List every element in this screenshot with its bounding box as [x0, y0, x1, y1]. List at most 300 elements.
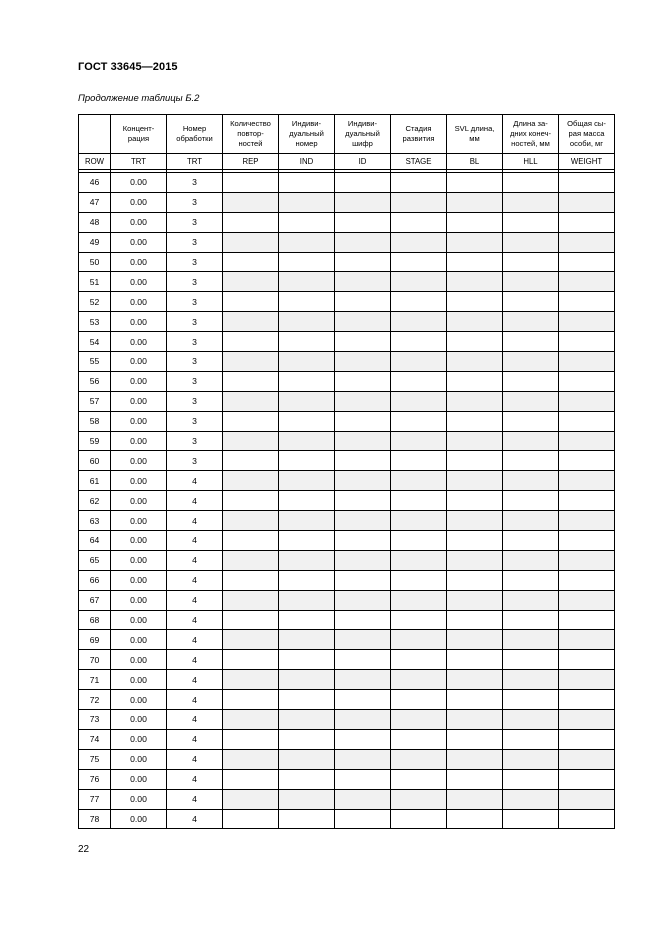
cell-empty-weight[interactable]: [559, 531, 615, 551]
table-row: [79, 511, 615, 531]
cell-empty-bl[interactable]: [447, 650, 503, 670]
cell-empty-stage[interactable]: [391, 391, 447, 411]
cell-empty-stage[interactable]: [391, 511, 447, 531]
cell-empty-id[interactable]: [335, 173, 391, 193]
cell-empty-weight[interactable]: [559, 252, 615, 272]
cell-trt: 4: [167, 809, 223, 829]
cell-empty-hll[interactable]: [503, 352, 559, 372]
cell-empty-id[interactable]: [335, 292, 391, 312]
cell-empty-hll[interactable]: [503, 570, 559, 590]
cell-empty-weight[interactable]: [559, 272, 615, 292]
cell-trt: 3: [167, 391, 223, 411]
cell-trt: 3: [167, 451, 223, 471]
cell-empty-id[interactable]: [335, 550, 391, 570]
cell-empty-stage[interactable]: [391, 332, 447, 352]
cell-empty-hll[interactable]: [503, 173, 559, 193]
cell-empty-ind[interactable]: [279, 232, 335, 252]
cell-conc: 0.00: [111, 809, 167, 829]
cell-empty-id[interactable]: [335, 212, 391, 232]
cell-empty-stage[interactable]: [391, 650, 447, 670]
cell-empty-stage[interactable]: [391, 371, 447, 391]
column-header-stage-6: Стадия развития: [391, 115, 447, 154]
cell-empty-stage[interactable]: [391, 749, 447, 769]
cell-row: 54: [79, 332, 111, 352]
cell-empty-weight[interactable]: [559, 471, 615, 491]
cell-empty-rep[interactable]: [223, 610, 279, 630]
cell-empty-hll[interactable]: [503, 272, 559, 292]
cell-trt: 3: [167, 411, 223, 431]
table-row: [79, 590, 615, 610]
column-header-bl-7: SVL длина, мм: [447, 115, 503, 154]
cell-empty-hll[interactable]: [503, 411, 559, 431]
cell-empty-id[interactable]: [335, 769, 391, 789]
cell-empty-hll[interactable]: [503, 431, 559, 451]
cell-trt: 4: [167, 749, 223, 769]
cell-empty-bl[interactable]: [447, 292, 503, 312]
cell-empty-id[interactable]: [335, 650, 391, 670]
cell-trt: 3: [167, 232, 223, 252]
cell-empty-bl[interactable]: [447, 531, 503, 551]
cell-empty-bl[interactable]: [447, 312, 503, 332]
cell-trt: 4: [167, 550, 223, 570]
cell-trt: 3: [167, 272, 223, 292]
cell-empty-bl[interactable]: [447, 471, 503, 491]
cell-empty-bl[interactable]: [447, 570, 503, 590]
cell-empty-bl[interactable]: [447, 789, 503, 809]
cell-empty-rep[interactable]: [223, 352, 279, 372]
cell-empty-weight[interactable]: [559, 749, 615, 769]
cell-empty-id[interactable]: [335, 531, 391, 551]
cell-empty-stage[interactable]: [391, 431, 447, 451]
cell-empty-ind[interactable]: [279, 252, 335, 272]
cell-empty-bl[interactable]: [447, 252, 503, 272]
cell-empty-ind[interactable]: [279, 570, 335, 590]
cell-row: 51: [79, 272, 111, 292]
cell-empty-ind[interactable]: [279, 809, 335, 829]
header-names-row: [79, 115, 615, 154]
cell-empty-stage[interactable]: [391, 352, 447, 372]
cell-empty-rep[interactable]: [223, 789, 279, 809]
column-header-trt-1: Концент- рация: [111, 115, 167, 154]
cell-row: 72: [79, 690, 111, 710]
table-body: [79, 173, 615, 829]
table-row: [79, 371, 615, 391]
cell-empty-stage[interactable]: [391, 411, 447, 431]
cell-empty-id[interactable]: [335, 630, 391, 650]
cell-empty-rep[interactable]: [223, 292, 279, 312]
cell-empty-bl[interactable]: [447, 192, 503, 212]
cell-empty-hll[interactable]: [503, 192, 559, 212]
cell-empty-bl[interactable]: [447, 332, 503, 352]
cell-empty-stage[interactable]: [391, 690, 447, 710]
cell-empty-stage[interactable]: [391, 292, 447, 312]
cell-empty-stage[interactable]: [391, 570, 447, 590]
column-code-stage-6: STAGE: [391, 154, 447, 170]
cell-empty-stage[interactable]: [391, 809, 447, 829]
cell-empty-weight[interactable]: [559, 550, 615, 570]
data-table: [78, 114, 615, 829]
cell-empty-id[interactable]: [335, 690, 391, 710]
cell-empty-hll[interactable]: [503, 451, 559, 471]
cell-empty-hll[interactable]: [503, 610, 559, 630]
cell-empty-hll[interactable]: [503, 710, 559, 730]
cell-row: 77: [79, 789, 111, 809]
cell-empty-weight[interactable]: [559, 451, 615, 471]
cell-empty-weight[interactable]: [559, 192, 615, 212]
cell-empty-rep[interactable]: [223, 769, 279, 789]
cell-empty-ind[interactable]: [279, 332, 335, 352]
cell-empty-rep[interactable]: [223, 451, 279, 471]
cell-empty-ind[interactable]: [279, 451, 335, 471]
cell-empty-bl[interactable]: [447, 511, 503, 531]
cell-empty-stage[interactable]: [391, 491, 447, 511]
cell-empty-id[interactable]: [335, 610, 391, 630]
cell-empty-rep[interactable]: [223, 371, 279, 391]
cell-empty-hll[interactable]: [503, 690, 559, 710]
cell-empty-hll[interactable]: [503, 809, 559, 829]
cell-row: 61: [79, 471, 111, 491]
cell-empty-ind[interactable]: [279, 710, 335, 730]
cell-empty-ind[interactable]: [279, 312, 335, 332]
cell-empty-id[interactable]: [335, 570, 391, 590]
cell-empty-bl[interactable]: [447, 729, 503, 749]
cell-empty-stage[interactable]: [391, 630, 447, 650]
cell-empty-rep[interactable]: [223, 232, 279, 252]
cell-empty-id[interactable]: [335, 789, 391, 809]
cell-empty-hll[interactable]: [503, 491, 559, 511]
cell-empty-rep[interactable]: [223, 710, 279, 730]
cell-row: 48: [79, 212, 111, 232]
cell-empty-rep[interactable]: [223, 312, 279, 332]
cell-row: 64: [79, 531, 111, 551]
cell-empty-hll[interactable]: [503, 670, 559, 690]
cell-empty-rep[interactable]: [223, 272, 279, 292]
cell-empty-stage[interactable]: [391, 471, 447, 491]
cell-row: 47: [79, 192, 111, 212]
column-header-id-5: Индиви- дуальный шифр: [335, 115, 391, 154]
cell-empty-bl[interactable]: [447, 590, 503, 610]
cell-empty-rep[interactable]: [223, 511, 279, 531]
cell-conc: 0.00: [111, 789, 167, 809]
cell-empty-rep[interactable]: [223, 173, 279, 193]
cell-empty-weight[interactable]: [559, 352, 615, 372]
cell-conc: 0.00: [111, 729, 167, 749]
cell-empty-weight[interactable]: [559, 769, 615, 789]
cell-conc: 0.00: [111, 411, 167, 431]
header-codes-row: [79, 154, 615, 170]
cell-empty-rep[interactable]: [223, 729, 279, 749]
cell-conc: 0.00: [111, 232, 167, 252]
cell-empty-id[interactable]: [335, 352, 391, 372]
cell-empty-weight[interactable]: [559, 729, 615, 749]
cell-empty-weight[interactable]: [559, 590, 615, 610]
table-row: [79, 411, 615, 431]
cell-empty-ind[interactable]: [279, 471, 335, 491]
cell-empty-id[interactable]: [335, 332, 391, 352]
cell-empty-id[interactable]: [335, 590, 391, 610]
cell-empty-rep[interactable]: [223, 391, 279, 411]
cell-empty-ind[interactable]: [279, 511, 335, 531]
table-row: [79, 232, 615, 252]
cell-empty-ind[interactable]: [279, 590, 335, 610]
cell-empty-weight[interactable]: [559, 511, 615, 531]
cell-empty-bl[interactable]: [447, 809, 503, 829]
cell-empty-id[interactable]: [335, 391, 391, 411]
cell-empty-ind[interactable]: [279, 630, 335, 650]
cell-empty-stage[interactable]: [391, 212, 447, 232]
cell-empty-weight[interactable]: [559, 292, 615, 312]
cell-empty-hll[interactable]: [503, 550, 559, 570]
column-code-trt-2: TRT: [167, 154, 223, 170]
cell-empty-id[interactable]: [335, 192, 391, 212]
cell-empty-stage[interactable]: [391, 173, 447, 193]
cell-empty-id[interactable]: [335, 272, 391, 292]
table-row: [79, 173, 615, 193]
cell-empty-hll[interactable]: [503, 371, 559, 391]
cell-empty-ind[interactable]: [279, 192, 335, 212]
column-code-weight-9: WEIGHT: [559, 154, 615, 170]
cell-empty-ind[interactable]: [279, 769, 335, 789]
cell-empty-bl[interactable]: [447, 630, 503, 650]
cell-empty-ind[interactable]: [279, 292, 335, 312]
cell-empty-stage[interactable]: [391, 789, 447, 809]
cell-empty-hll[interactable]: [503, 471, 559, 491]
cell-empty-weight[interactable]: [559, 789, 615, 809]
cell-empty-id[interactable]: [335, 451, 391, 471]
cell-empty-bl[interactable]: [447, 491, 503, 511]
cell-empty-hll[interactable]: [503, 630, 559, 650]
cell-empty-hll[interactable]: [503, 332, 559, 352]
cell-empty-ind[interactable]: [279, 391, 335, 411]
cell-row: 56: [79, 371, 111, 391]
cell-empty-id[interactable]: [335, 511, 391, 531]
table-row: [79, 809, 615, 829]
cell-empty-ind[interactable]: [279, 431, 335, 451]
cell-row: 53: [79, 312, 111, 332]
cell-empty-stage[interactable]: [391, 729, 447, 749]
cell-trt: 4: [167, 610, 223, 630]
cell-empty-id[interactable]: [335, 371, 391, 391]
cell-empty-stage[interactable]: [391, 550, 447, 570]
cell-empty-hll[interactable]: [503, 511, 559, 531]
cell-empty-bl[interactable]: [447, 690, 503, 710]
table-row: [79, 690, 615, 710]
cell-empty-hll[interactable]: [503, 769, 559, 789]
cell-empty-rep[interactable]: [223, 570, 279, 590]
cell-empty-ind[interactable]: [279, 690, 335, 710]
cell-empty-ind[interactable]: [279, 491, 335, 511]
cell-empty-ind[interactable]: [279, 550, 335, 570]
cell-empty-weight[interactable]: [559, 710, 615, 730]
cell-trt: 4: [167, 670, 223, 690]
cell-empty-weight[interactable]: [559, 630, 615, 650]
cell-empty-hll[interactable]: [503, 212, 559, 232]
cell-empty-ind[interactable]: [279, 352, 335, 372]
cell-trt: 4: [167, 471, 223, 491]
cell-empty-id[interactable]: [335, 710, 391, 730]
column-code-id-5: ID: [335, 154, 391, 170]
cell-empty-hll[interactable]: [503, 650, 559, 670]
cell-empty-ind[interactable]: [279, 749, 335, 769]
cell-empty-id[interactable]: [335, 491, 391, 511]
cell-empty-ind[interactable]: [279, 272, 335, 292]
cell-row: 59: [79, 431, 111, 451]
cell-empty-bl[interactable]: [447, 212, 503, 232]
cell-conc: 0.00: [111, 590, 167, 610]
cell-trt: 3: [167, 352, 223, 372]
cell-empty-weight[interactable]: [559, 391, 615, 411]
cell-empty-rep[interactable]: [223, 252, 279, 272]
cell-conc: 0.00: [111, 431, 167, 451]
cell-empty-stage[interactable]: [391, 769, 447, 789]
cell-empty-weight[interactable]: [559, 670, 615, 690]
cell-trt: 3: [167, 431, 223, 451]
cell-empty-stage[interactable]: [391, 670, 447, 690]
cell-trt: 3: [167, 312, 223, 332]
cell-empty-rep[interactable]: [223, 670, 279, 690]
cell-empty-stage[interactable]: [391, 451, 447, 471]
cell-empty-rep[interactable]: [223, 630, 279, 650]
cell-empty-bl[interactable]: [447, 610, 503, 630]
cell-empty-ind[interactable]: [279, 670, 335, 690]
cell-empty-bl[interactable]: [447, 451, 503, 471]
cell-empty-id[interactable]: [335, 749, 391, 769]
cell-empty-rep[interactable]: [223, 192, 279, 212]
cell-empty-bl[interactable]: [447, 391, 503, 411]
cell-conc: 0.00: [111, 173, 167, 193]
cell-empty-bl[interactable]: [447, 232, 503, 252]
cell-empty-hll[interactable]: [503, 749, 559, 769]
cell-empty-bl[interactable]: [447, 749, 503, 769]
cell-empty-hll[interactable]: [503, 789, 559, 809]
cell-empty-bl[interactable]: [447, 411, 503, 431]
cell-trt: 4: [167, 531, 223, 551]
cell-empty-rep[interactable]: [223, 491, 279, 511]
cell-empty-id[interactable]: [335, 670, 391, 690]
cell-empty-weight[interactable]: [559, 809, 615, 829]
cell-empty-ind[interactable]: [279, 610, 335, 630]
cell-empty-bl[interactable]: [447, 272, 503, 292]
cell-empty-bl[interactable]: [447, 769, 503, 789]
cell-empty-hll[interactable]: [503, 391, 559, 411]
table-caption: Продолжение таблицы Б.2: [78, 93, 200, 104]
cell-empty-rep[interactable]: [223, 431, 279, 451]
cell-empty-bl[interactable]: [447, 173, 503, 193]
cell-conc: 0.00: [111, 312, 167, 332]
cell-empty-id[interactable]: [335, 471, 391, 491]
cell-empty-rep[interactable]: [223, 411, 279, 431]
cell-empty-weight[interactable]: [559, 173, 615, 193]
cell-empty-rep[interactable]: [223, 749, 279, 769]
column-header-weight-9: Общая сы- рая масса особи, мг: [559, 115, 615, 154]
cell-conc: 0.00: [111, 511, 167, 531]
cell-empty-ind[interactable]: [279, 729, 335, 749]
cell-empty-stage[interactable]: [391, 531, 447, 551]
cell-empty-weight[interactable]: [559, 371, 615, 391]
cell-empty-weight[interactable]: [559, 332, 615, 352]
cell-empty-ind[interactable]: [279, 411, 335, 431]
cell-empty-id[interactable]: [335, 232, 391, 252]
cell-empty-rep[interactable]: [223, 550, 279, 570]
column-code-trt-1: TRT: [111, 154, 167, 170]
cell-empty-ind[interactable]: [279, 531, 335, 551]
cell-empty-ind[interactable]: [279, 173, 335, 193]
cell-empty-weight[interactable]: [559, 491, 615, 511]
cell-empty-id[interactable]: [335, 252, 391, 272]
cell-empty-weight[interactable]: [559, 690, 615, 710]
cell-trt: 4: [167, 769, 223, 789]
cell-empty-id[interactable]: [335, 809, 391, 829]
cell-empty-rep[interactable]: [223, 650, 279, 670]
cell-empty-rep[interactable]: [223, 809, 279, 829]
cell-empty-bl[interactable]: [447, 710, 503, 730]
table-row: [79, 332, 615, 352]
cell-empty-rep[interactable]: [223, 590, 279, 610]
cell-empty-rep[interactable]: [223, 332, 279, 352]
cell-empty-id[interactable]: [335, 431, 391, 451]
cell-empty-hll[interactable]: [503, 531, 559, 551]
cell-empty-weight[interactable]: [559, 570, 615, 590]
cell-row: 50: [79, 252, 111, 272]
cell-empty-ind[interactable]: [279, 371, 335, 391]
cell-empty-hll[interactable]: [503, 590, 559, 610]
cell-empty-bl[interactable]: [447, 550, 503, 570]
cell-empty-hll[interactable]: [503, 729, 559, 749]
cell-empty-ind[interactable]: [279, 212, 335, 232]
cell-empty-rep[interactable]: [223, 690, 279, 710]
cell-empty-bl[interactable]: [447, 352, 503, 372]
cell-empty-id[interactable]: [335, 312, 391, 332]
cell-empty-stage[interactable]: [391, 252, 447, 272]
cell-empty-ind[interactable]: [279, 650, 335, 670]
cell-row: 57: [79, 391, 111, 411]
cell-empty-id[interactable]: [335, 411, 391, 431]
cell-empty-stage[interactable]: [391, 312, 447, 332]
cell-empty-weight[interactable]: [559, 411, 615, 431]
cell-empty-ind[interactable]: [279, 789, 335, 809]
cell-empty-hll[interactable]: [503, 312, 559, 332]
cell-empty-weight[interactable]: [559, 431, 615, 451]
cell-empty-weight[interactable]: [559, 212, 615, 232]
cell-empty-weight[interactable]: [559, 232, 615, 252]
cell-empty-id[interactable]: [335, 729, 391, 749]
cell-conc: 0.00: [111, 371, 167, 391]
cell-empty-stage[interactable]: [391, 590, 447, 610]
cell-empty-weight[interactable]: [559, 312, 615, 332]
table-row: [79, 471, 615, 491]
cell-trt: 3: [167, 292, 223, 312]
cell-empty-stage[interactable]: [391, 610, 447, 630]
cell-empty-weight[interactable]: [559, 650, 615, 670]
cell-empty-bl[interactable]: [447, 371, 503, 391]
cell-empty-bl[interactable]: [447, 431, 503, 451]
cell-empty-stage[interactable]: [391, 232, 447, 252]
table-row: [79, 769, 615, 789]
cell-empty-rep[interactable]: [223, 212, 279, 232]
page-number: 22: [78, 844, 90, 855]
cell-empty-bl[interactable]: [447, 670, 503, 690]
cell-empty-weight[interactable]: [559, 610, 615, 630]
cell-empty-stage[interactable]: [391, 272, 447, 292]
cell-empty-stage[interactable]: [391, 192, 447, 212]
table-row: [79, 352, 615, 372]
cell-empty-rep[interactable]: [223, 531, 279, 551]
cell-empty-stage[interactable]: [391, 710, 447, 730]
cell-empty-hll[interactable]: [503, 232, 559, 252]
cell-empty-rep[interactable]: [223, 471, 279, 491]
cell-empty-hll[interactable]: [503, 292, 559, 312]
cell-empty-hll[interactable]: [503, 252, 559, 272]
